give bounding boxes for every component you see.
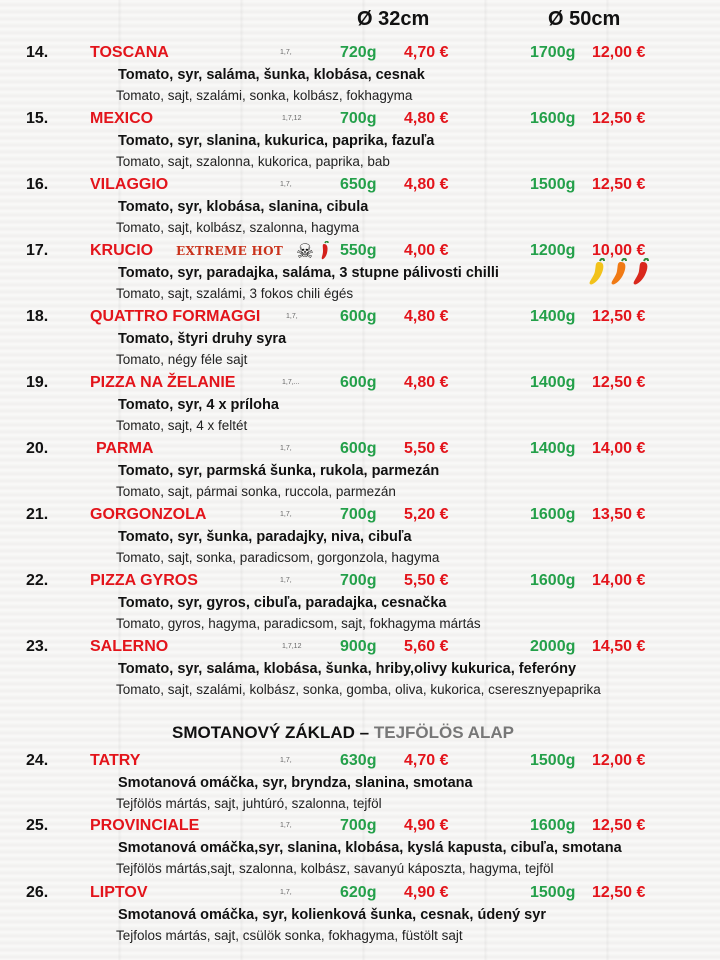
item-number: 25. bbox=[26, 817, 49, 834]
heat-level-peppers bbox=[586, 258, 658, 293]
weight-32: 650g bbox=[340, 176, 377, 193]
menu-item bbox=[0, 308, 720, 374]
item-name: TOSCANA bbox=[90, 44, 169, 61]
weight-32: 700g bbox=[340, 817, 377, 834]
price-50: 12,50 € bbox=[592, 374, 646, 391]
menu-item bbox=[0, 884, 720, 950]
price-50: 12,00 € bbox=[592, 44, 646, 61]
price-32: 5,60 € bbox=[404, 638, 449, 655]
weight-32: 900g bbox=[340, 638, 377, 655]
description-sk: Tomato, štyri druhy syra bbox=[118, 331, 287, 347]
weight-32: 550g bbox=[340, 242, 377, 259]
price-50: 14,00 € bbox=[592, 440, 646, 457]
price-32: 5,20 € bbox=[404, 506, 449, 523]
price-32: 4,80 € bbox=[404, 308, 449, 325]
item-number: 17. bbox=[26, 242, 49, 259]
section-title-sk: SMOTANOVÝ ZÁKLAD bbox=[172, 723, 355, 742]
allergens: 1,7, bbox=[286, 313, 298, 320]
item-name: GORGONZOLA bbox=[90, 506, 207, 523]
item-number: 21. bbox=[26, 506, 49, 523]
weight-32: 600g bbox=[340, 308, 377, 325]
item-name: VILAGGIO bbox=[90, 176, 169, 193]
item-name: SALERNO bbox=[90, 638, 169, 655]
description-hu: Tejfölös mártás,sajt, szalonna, kolbász, savanyú káposzta, hagyma, tejföl bbox=[116, 861, 554, 876]
price-50: 12,00 € bbox=[592, 752, 646, 769]
item-number: 22. bbox=[26, 572, 49, 589]
price-32: 4,90 € bbox=[404, 817, 449, 834]
menu-item bbox=[0, 638, 720, 704]
description-hu: Tomato, gyros, hagyma, paradicsom, sajt, fokhagyma mártás bbox=[116, 616, 481, 631]
price-50: 14,50 € bbox=[592, 638, 646, 655]
price-50: 12,50 € bbox=[592, 308, 646, 325]
chili-pepper-icon bbox=[590, 259, 604, 285]
item-number: 14. bbox=[26, 44, 49, 61]
price-50: 10,00 € bbox=[592, 242, 646, 259]
price-32: 5,50 € bbox=[404, 572, 449, 589]
description-hu: Tomato, sajt, szalámi, sonka, kolbász, fokhagyma bbox=[116, 88, 413, 103]
weight-32: 700g bbox=[340, 572, 377, 589]
description-hu: Tomato, sajt, kolbász, szalonna, hagyma bbox=[116, 220, 360, 235]
item-number: 20. bbox=[26, 440, 49, 457]
weight-50: 1400g bbox=[530, 440, 576, 457]
menu-item bbox=[0, 374, 720, 440]
description-hu: Tejfölös mártás, sajt, juhtúró, szalonna, tejföl bbox=[116, 796, 382, 811]
item-name: PARMA bbox=[96, 440, 154, 457]
description-hu: Tomato, sajt, sonka, paradicsom, gorgonzola, hagyma bbox=[116, 550, 440, 565]
description-sk: Smotanová omáčka, syr, kolienková šunka, cesnak, údený syr bbox=[118, 907, 546, 923]
description-hu: Tomato, sajt, szalonna, kukorica, paprika, bab bbox=[116, 154, 390, 169]
price-32: 4,90 € bbox=[404, 884, 449, 901]
price-32: 5,50 € bbox=[404, 440, 449, 457]
description-sk: Tomato, syr, 4 x príloha bbox=[118, 397, 279, 413]
description-hu: Tomato, sajt, szalámi, 3 fokos chili égés bbox=[116, 286, 354, 301]
description-hu: Tejfolos mártás, sajt, csülök sonka, fokhagyma, füstölt sajt bbox=[116, 928, 463, 943]
description-hu: Tomato, négy féle sajt bbox=[116, 352, 248, 367]
price-50: 12,50 € bbox=[592, 176, 646, 193]
item-name: PIZZA NA ŽELANIE bbox=[90, 374, 236, 391]
weight-50: 1200g bbox=[530, 242, 576, 259]
allergens: 1,7, bbox=[280, 511, 292, 518]
price-50: 12,50 € bbox=[592, 817, 646, 834]
allergens: 1,7, bbox=[280, 822, 292, 829]
item-name: TATRY bbox=[90, 752, 141, 769]
price-50: 13,50 € bbox=[592, 506, 646, 523]
weight-50: 1500g bbox=[530, 752, 576, 769]
price-32: 4,80 € bbox=[404, 110, 449, 127]
chili-pepper-icon bbox=[319, 241, 331, 266]
weight-32: 700g bbox=[340, 110, 377, 127]
weight-32: 600g bbox=[340, 440, 377, 457]
allergens: 1,7, bbox=[280, 445, 292, 452]
weight-50: 1400g bbox=[530, 308, 576, 325]
description-sk: Tomato, syr, parmská šunka, rukola, parmezán bbox=[118, 463, 440, 479]
price-32: 4,80 € bbox=[404, 374, 449, 391]
allergens: 1,7, bbox=[280, 577, 292, 584]
allergens: 1,7,... bbox=[282, 379, 300, 386]
item-number: 18. bbox=[26, 308, 49, 325]
header-50cm: Ø 50cm bbox=[548, 8, 621, 30]
chili-pepper-icon bbox=[612, 259, 626, 285]
weight-50: 1600g bbox=[530, 817, 576, 834]
item-number: 15. bbox=[26, 110, 49, 127]
menu-item bbox=[0, 242, 720, 308]
item-name: PROVINCIALE bbox=[90, 817, 200, 834]
weight-50: 1600g bbox=[530, 506, 576, 523]
menu-item bbox=[0, 817, 720, 883]
item-number: 19. bbox=[26, 374, 49, 391]
weight-50: 1600g bbox=[530, 110, 576, 127]
weight-32: 720g bbox=[340, 44, 377, 61]
weight-50: 1400g bbox=[530, 374, 576, 391]
description-hu: Tomato, sajt, szalámi, kolbász, sonka, gomba, oliva, kukorica, cseresznyepaprika bbox=[116, 682, 601, 697]
extreme-hot-badge: EXTREME HOT bbox=[176, 244, 284, 258]
price-32: 4,00 € bbox=[404, 242, 449, 259]
allergens: 1,7, bbox=[280, 181, 292, 188]
description-sk: Smotanová omáčka, syr, bryndza, slanina, smotana bbox=[118, 775, 473, 791]
weight-50: 1700g bbox=[530, 44, 576, 61]
section-dash: – bbox=[359, 723, 370, 742]
weight-32: 600g bbox=[340, 374, 377, 391]
allergens: 1,7, bbox=[280, 889, 292, 896]
allergens: 1,7,12 bbox=[282, 643, 302, 650]
menu-item bbox=[0, 176, 720, 242]
price-50: 12,50 € bbox=[592, 110, 646, 127]
description-sk: Tomato, syr, slanina, kukurica, paprika, fazuľa bbox=[118, 133, 435, 149]
section-title-hu: TEJFÖLÖS ALAP bbox=[373, 723, 514, 742]
price-32: 4,80 € bbox=[404, 176, 449, 193]
weight-50: 1500g bbox=[530, 176, 576, 193]
item-name: PIZZA GYROS bbox=[90, 572, 198, 589]
description-sk: Tomato, syr, šunka, paradajky, niva, cibuľa bbox=[118, 529, 412, 545]
allergens: 1,7, bbox=[280, 757, 292, 764]
menu-item bbox=[0, 506, 720, 572]
menu-item bbox=[0, 44, 720, 110]
item-name: QUATTRO FORMAGGI bbox=[90, 308, 261, 325]
header-32cm: Ø 32cm bbox=[357, 8, 430, 30]
item-number: 26. bbox=[26, 884, 49, 901]
description-sk: Tomato, syr, klobása, slanina, cibula bbox=[118, 199, 369, 215]
item-number: 23. bbox=[26, 638, 49, 655]
item-number: 24. bbox=[26, 752, 49, 769]
price-50: 12,50 € bbox=[592, 884, 646, 901]
skull-crossbones-icon: ☠ bbox=[296, 241, 314, 263]
description-hu: Tomato, sajt, 4 x feltét bbox=[116, 418, 248, 433]
weight-50: 1600g bbox=[530, 572, 576, 589]
description-sk: Tomato, syr, saláma, šunka, klobása, cesnak bbox=[118, 67, 425, 83]
item-name: MEXICO bbox=[90, 110, 154, 127]
menu-item bbox=[0, 752, 720, 818]
menu-item bbox=[0, 440, 720, 506]
description-hu: Tomato, sajt, pármai sonka, ruccola, parmezán bbox=[116, 484, 396, 499]
item-name: KRUCIO bbox=[90, 242, 154, 259]
price-32: 4,70 € bbox=[404, 44, 449, 61]
description-sk: Tomato, syr, gyros, cibuľa, paradajka, cesnačka bbox=[118, 595, 447, 611]
allergens: 1,7,12 bbox=[282, 115, 302, 122]
menu-item bbox=[0, 110, 720, 176]
allergens: 1,7, bbox=[280, 49, 292, 56]
chili-pepper-icon bbox=[634, 259, 648, 285]
price-32: 4,70 € bbox=[404, 752, 449, 769]
section-header bbox=[172, 723, 514, 743]
description-sk: Tomato, syr, saláma, klobása, šunka, hriby,olivy kukurica, feferóny bbox=[118, 661, 577, 677]
description-sk: Tomato, syr, paradajka, saláma, 3 stupne pálivosti chilli bbox=[118, 265, 499, 281]
item-number: 16. bbox=[26, 176, 49, 193]
weight-32: 630g bbox=[340, 752, 377, 769]
weight-32: 620g bbox=[340, 884, 377, 901]
weight-32: 700g bbox=[340, 506, 377, 523]
description-sk: Smotanová omáčka,syr, slanina, klobása, kyslá kapusta, cibuľa, smotana bbox=[118, 840, 622, 856]
menu-item bbox=[0, 572, 720, 638]
item-name: LIPTOV bbox=[90, 884, 148, 901]
weight-50: 2000g bbox=[530, 638, 576, 655]
price-50: 14,00 € bbox=[592, 572, 646, 589]
weight-50: 1500g bbox=[530, 884, 576, 901]
